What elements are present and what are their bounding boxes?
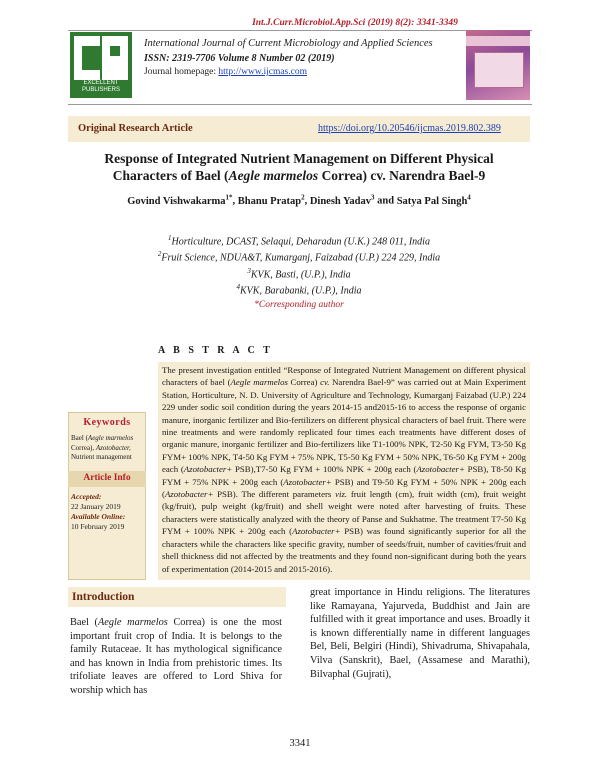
journal-cover-image (466, 30, 530, 100)
author-name: Satya Pal Singh$^4$ (396, 193, 471, 207)
corresponding-author-note: *Corresponding author (254, 300, 344, 310)
affiliations (68, 232, 530, 297)
affiliation-line: $^3$KVK, Basti, (U.P.), India (247, 266, 351, 280)
author-list: Govind Vishwakarma$^{1*}$, Bhanu Pratap$^2$, Dinesh Yadav$^3$ and Satya Pal Singh$^4$ (127, 193, 471, 207)
author-name: Dinesh Yadav$^3$ (309, 193, 375, 207)
article-type: Original Research Article (78, 123, 193, 134)
header-rule (68, 30, 532, 31)
introduction-heading: Introduction (72, 591, 135, 603)
abstract-text: The present investigation entitled “Response of Integrated Nutrient Management on different physical characters of bael (Aegle marmelos Correa) cv. Narendra Bael-9” was carried out at Main Experiment Station, Horticulture, N. D. University of Agriculture and Technology, Kumarganj Faizabad (U.P.) 224 229 under sodic soil condition during the years 2014-15 and2015-16 to access the response of organic manure, inorganic fertilizer and Bio-fertilizers on different physical characters of bael fruit. There were nine treatments and were randomly replicated four times each treatments have different doses of organic manure, inorganic fertilizer and Bio-fertilizers like T1-100% NPK, T2-50 Kg FYM, T3-50 Kg FYM+ 100% NPK, T4-50 Kg FYM + 75% NPK, T5-50 Kg FYM + 50% NPK, T6-50 Kg FYM + 200g each (Azotobacter+ PSB),T7-50 Kg FYM + 100% NPK + 200g each (Azotobacter+ PSB), T8-50 Kg FYM + 75% NPK + 200g each (Azotobacter+ PSB) and T9-50 Kg FYM + 50% NPK + 200g each (Azotobacter+ PSB). The different parameters viz. fruit length (cm), fruit width (cm), fruit weight (kg/fruit), pulp weight (kg/fruit) and shell weight were noted after harvesting of fruits. These characters were statistically analyzed with the theory of Panse and Sukhatme. The treatment T7-50 Kg FYM + 100% NPK + 200g each (Azotobacter+ PSB) was found significantly superior for all the characters while the characters like specific gravity, number of seeds/fruit, number of cavities/fruit and shell thickness did not affected by the treatments and they found non-significant during both the years of experimentation (2014-2015 and 2015-2016). (162, 365, 527, 574)
author-name: Govind Vishwakarma$^{1*}$ (127, 193, 233, 207)
article-info-heading: Article Info (83, 473, 131, 483)
logo-tagline: EXCELLENT PUBLISHERS (81, 80, 120, 93)
page-number: 3341 (289, 738, 311, 749)
article-title: Response of Integrated Nutrient Management on Different Physical Characters of Bael (Aegle marmelos Correa) cv. Narendra Bael-9 (104, 151, 494, 183)
doi-link[interactable]: https://doi.org/10.20546/ijcmas.2019.802.389 (318, 123, 501, 134)
keywords-list: Bael (Aegle marmelos Correa), Azotobacter, Nutrient management (71, 434, 134, 461)
keywords-heading: Keywords (83, 417, 131, 428)
logo-letter-e-icon (74, 36, 100, 80)
issn-line: ISSN: 2319-7706 Volume 8 Number 02 (2019) (144, 53, 335, 64)
journal-homepage: Journal homepage: http://www.ijcmas.com (144, 67, 307, 77)
homepage-link[interactable]: http://www.ijcmas.com (218, 67, 307, 77)
introduction-column-2: great importance in Hindu religions. The literatures like Ramayana, Yajurveda, Buddhist and Jain are fulfilled with it great importance and uses. Broadly it is known differentially name in different languages Bel, Beli, Belgiri (Hindi), Shivadruma, Shivapahala, Vilva (Sanskrit), Bael, (Assamese and Marathi), Bilvaphal (Gujrati), (310, 587, 530, 680)
affiliation-line: $^2$Fruit Science, NDUA&T, Kumarganj, Faizabad (U.P.) 224 229, India (157, 250, 441, 264)
introduction-column-1: Bael (Aegle marmelos Correa) is one the most important fruit crop of India. It is belongs to the family Rutaceae. It has mythological significance and has known in India from prehistoric times. Its trifoliate leaves are offered to Lord Shiva for worship which has (70, 617, 282, 696)
journal-name: International Journal of Current Microbiology and Applied Sciences (144, 38, 433, 49)
abstract-heading: A B S T R A C T (158, 345, 273, 356)
logo-letter-p-icon (102, 36, 128, 80)
publisher-logo (70, 32, 132, 98)
affiliation-line: $^4$KVK, Barabanki, (U.P.), India (236, 282, 362, 297)
article-dates: Accepted: 22 January 2019 Available Online: 10 February 2019 (71, 492, 126, 531)
running-head: Int.J.Curr.Microbiol.App.Sci (2019) 8(2): 3341-3349 (252, 18, 458, 28)
author-name: Bhanu Pratap$^2$ (237, 193, 305, 207)
masthead-rule (68, 104, 532, 105)
affiliation-line: $^1$Horticulture, DCAST, Selaqui, Deharadun (U.K.) 248 011, India (168, 234, 430, 248)
